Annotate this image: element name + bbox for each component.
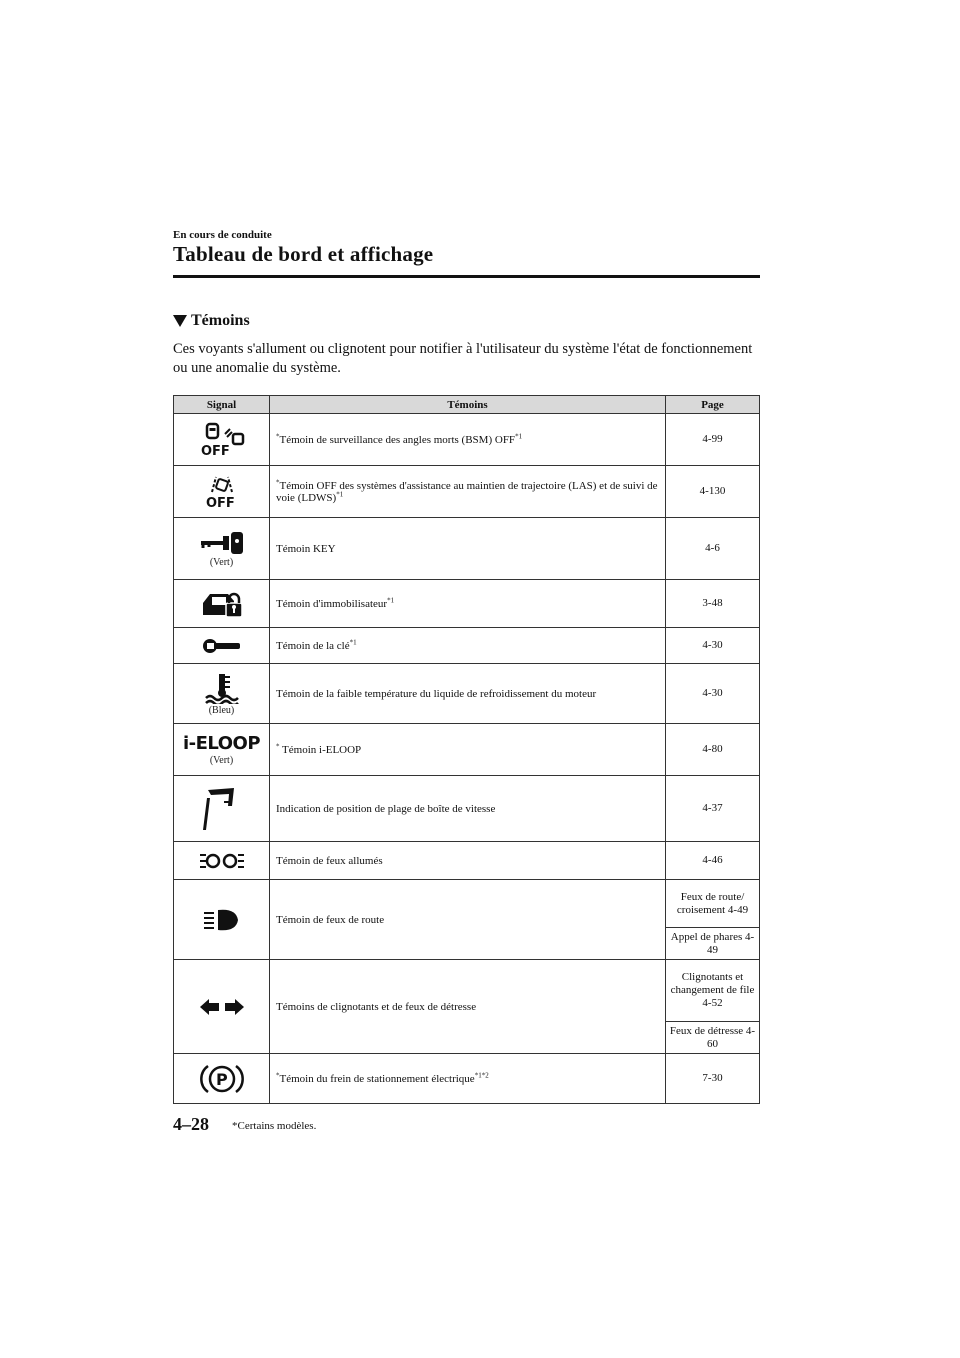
- page-ref: 4-30: [666, 664, 760, 724]
- page-ref: 4-37: [666, 776, 760, 842]
- signal-cell: [174, 414, 270, 466]
- footnote-marker: *1: [336, 489, 344, 498]
- description-text: Témoin OFF des systèmes d'assistance au maintien de trajectoire (LAS) et de suivi de voie (LDWS): [276, 479, 658, 504]
- description-cell: [270, 880, 666, 960]
- high-beam-icon: [202, 907, 242, 933]
- signal-cell: [174, 580, 270, 628]
- description-cell: [270, 842, 666, 880]
- description-text: Témoin de feux de route: [276, 913, 385, 926]
- signal-cell: [174, 664, 270, 724]
- footnote-marker: *1: [387, 595, 395, 604]
- las-ldws-off-icon: [202, 474, 242, 510]
- wrench-icon: [202, 635, 242, 657]
- triangle-down-icon: [173, 315, 187, 327]
- table-row: [174, 628, 760, 664]
- color-note: (Vert): [209, 754, 234, 766]
- table-row: [174, 518, 760, 580]
- page-ref: 4-99: [666, 414, 760, 466]
- description-cell: [270, 776, 666, 842]
- description-cell: [270, 664, 666, 724]
- description-cell: [270, 960, 666, 1054]
- signal-cell: [174, 1054, 270, 1104]
- signal-cell: [174, 724, 270, 776]
- svg-text:OFF: OFF: [205, 495, 235, 510]
- description-cell: [270, 580, 666, 628]
- table-row: [174, 580, 760, 628]
- description-text: Témoin KEY: [276, 542, 336, 555]
- parking-brake-icon: [200, 1062, 244, 1096]
- col-header-page: Page: [666, 396, 760, 414]
- description-text: Témoins de clignotants et de feux de détresse: [276, 1000, 477, 1013]
- lights-on-icon: [198, 850, 246, 872]
- description-cell: [270, 1054, 666, 1104]
- signal-cell: [174, 518, 270, 580]
- page-number: 4–28: [173, 1114, 209, 1134]
- col-header-temoins: Témoins: [270, 396, 666, 414]
- description-text: Témoin du frein de stationnement électrique: [279, 1072, 475, 1085]
- page-ref: 3-48: [666, 580, 760, 628]
- page-ref: Clignotants et changement de file 4-52: [666, 960, 760, 1022]
- signal-cell: [174, 880, 270, 960]
- table-row: [174, 776, 760, 842]
- page-title: Tableau de bord et affichage: [173, 242, 434, 266]
- signal-cell: [174, 776, 270, 842]
- description-text: Témoin de feux allumés: [276, 854, 383, 867]
- description-cell: [270, 466, 666, 518]
- description-text: Témoin de la faible température du liquide de refroidissement du moteur: [276, 687, 597, 700]
- page-ref: 7-30: [666, 1054, 760, 1104]
- model-star: *: [276, 477, 280, 486]
- signal-cell: [174, 960, 270, 1054]
- page-ref: Appel de phares 4-49: [666, 928, 760, 960]
- signal-cell: [174, 842, 270, 880]
- footnote-marker: *1*2: [474, 1070, 489, 1079]
- color-note: (Vert): [209, 556, 234, 568]
- immobilizer-icon: [200, 589, 244, 619]
- signal-cell: [174, 628, 270, 664]
- signals-table: [173, 395, 760, 1104]
- description-text: Témoin d'immobilisateur: [276, 597, 388, 610]
- svg-text:P: P: [215, 1069, 228, 1089]
- gear-position-icon: [202, 784, 242, 834]
- table-row: [174, 880, 760, 928]
- turn-signal-icon: [198, 997, 246, 1017]
- page-ref: 4-30: [666, 628, 760, 664]
- table-row: [174, 842, 760, 880]
- description-cell: [270, 628, 666, 664]
- model-star: *: [276, 741, 280, 750]
- section-label: En cours de conduite: [173, 229, 272, 241]
- section-heading-text: Témoins: [191, 312, 250, 329]
- table-row: [174, 724, 760, 776]
- i-eloop-icon: i-ELOOP: [182, 732, 261, 754]
- coolant-low-temp-icon: [204, 672, 240, 704]
- page-ref: Feux de route/ croisement 4-49: [666, 880, 760, 928]
- footer-note: *Certains modèles.: [232, 1120, 317, 1132]
- table-row: [174, 466, 760, 518]
- svg-text:OFF: OFF: [200, 443, 230, 458]
- description-text: Indication de position de plage de boîte de vitesse: [276, 802, 496, 815]
- title-rule: [173, 275, 760, 278]
- table-header-row: [174, 396, 760, 414]
- model-star: *: [276, 431, 280, 440]
- bsm-off-icon: [197, 422, 247, 458]
- description-text: Témoin de surveillance des angles morts (BSM) OFF: [279, 433, 516, 446]
- signal-cell: [174, 466, 270, 518]
- page-ref: 4-46: [666, 842, 760, 880]
- description-text: Témoin de la clé: [276, 639, 350, 652]
- col-header-signal: Signal: [174, 396, 270, 414]
- page-ref: 4-6: [666, 518, 760, 580]
- description-cell: [270, 414, 666, 466]
- description-text: Témoin i-ELOOP: [279, 743, 362, 756]
- page-ref: 4-80: [666, 724, 760, 776]
- key-indicator-icon: [199, 530, 245, 556]
- footnote-marker: *1: [349, 637, 357, 646]
- table-row: [174, 1054, 760, 1104]
- description-cell: [270, 724, 666, 776]
- description-cell: [270, 518, 666, 580]
- intro-paragraph: Ces voyants s'allument ou clignotent pour notifier à l'utilisateur du système l'état de fonctionnement ou une anomalie du système.: [173, 341, 753, 376]
- section-heading: [173, 312, 250, 330]
- color-note: (Bleu): [208, 704, 235, 716]
- table-row: [174, 960, 760, 1022]
- page-ref: Feux de détresse 4-60: [666, 1022, 760, 1054]
- table-row: [174, 414, 760, 466]
- table-row: [174, 664, 760, 724]
- model-star: *: [276, 1070, 280, 1079]
- footnote-marker: *1: [515, 431, 523, 440]
- page-ref: 4-130: [666, 466, 760, 518]
